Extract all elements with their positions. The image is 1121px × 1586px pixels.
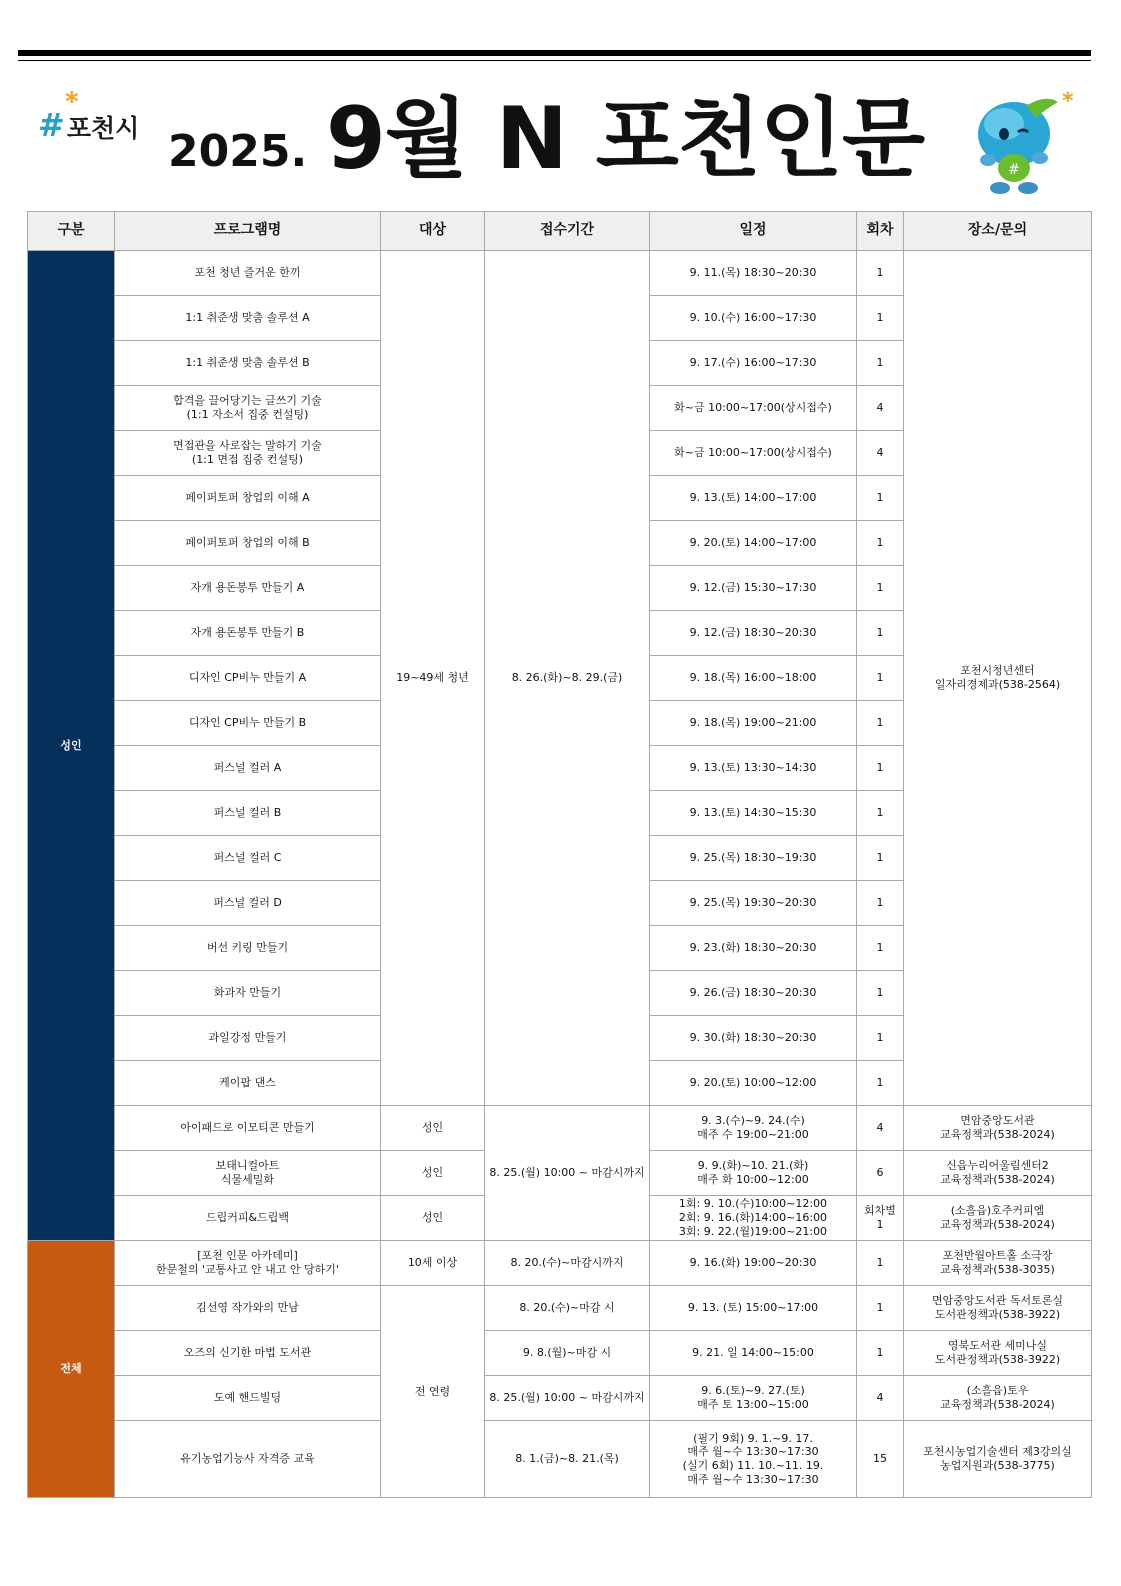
schedule-cell: 9. 23.(화) 18:30~20:30: [650, 926, 857, 971]
header-program: 프로그램명: [115, 212, 381, 251]
program-name: 버선 키링 만들기: [115, 926, 381, 971]
schedule-cell: 9. 20.(토) 10:00~12:00: [650, 1061, 857, 1106]
period-cell: 8. 25.(월) 10:00 ~ 마감시까지: [485, 1106, 650, 1241]
page-title: 9월 N 포천인문: [326, 89, 925, 189]
program-name: 아이패드로 이모티콘 만들기: [115, 1106, 381, 1151]
header-period: 접수기간: [485, 212, 650, 251]
program-name: 자개 용돈봉투 만들기 A: [115, 566, 381, 611]
place-cell: 신읍누리어울림센터2 교육정책과(538-2024): [904, 1151, 1092, 1196]
place-cell: 면암중앙도서관 독서토론실 도서관정책과(538-3922): [904, 1286, 1092, 1331]
schedule-cell: (필기 9회) 9. 1.~9. 17. 매주 월~수 13:30~17:30 (실기 6회) 11. 10.~11. 19. 매주 월~수 13:30~17:30: [650, 1421, 857, 1498]
program-name: [포천 인문 아카데미] 한문철의 '교통사고 안 내고 안 당하기': [115, 1241, 381, 1286]
schedule-cell: 화~금 10:00~17:00(상시접수): [650, 386, 857, 431]
category-all: 전체: [28, 1241, 115, 1498]
count-cell: 4: [857, 1106, 904, 1151]
count-cell: 1: [857, 836, 904, 881]
count-cell: 1: [857, 701, 904, 746]
schedule-cell: 9. 3.(수)~9. 24.(수) 매주 수 19:00~21:00: [650, 1106, 857, 1151]
category-adult: 성인: [28, 251, 115, 1241]
program-name: 디자인 CP비누 만들기 B: [115, 701, 381, 746]
program-schedule-table: [27, 211, 1092, 1498]
schedule-cell: 9. 18.(목) 16:00~18:00: [650, 656, 857, 701]
count-cell: 1: [857, 1286, 904, 1331]
schedule-cell: 9. 18.(목) 19:00~21:00: [650, 701, 857, 746]
count-cell: 4: [857, 1376, 904, 1421]
table-row: [28, 1421, 1092, 1498]
mascot-icon: [966, 88, 1084, 196]
count-cell: 1: [857, 656, 904, 701]
period-cell: 8. 26.(화)~8. 29.(금): [485, 251, 650, 1106]
program-name: 포천 청년 즐거운 한끼: [115, 251, 381, 296]
header-target: 대상: [381, 212, 485, 251]
place-cell: 포천시청년센터 일자리경제과(538-2564): [904, 251, 1092, 1106]
program-name: 과일강정 만들기: [115, 1016, 381, 1061]
count-cell: 1: [857, 611, 904, 656]
count-cell: 1: [857, 1061, 904, 1106]
program-name: 유기농업기능사 자격증 교육: [115, 1421, 381, 1498]
schedule-cell: 9. 12.(금) 15:30~17:30: [650, 566, 857, 611]
period-cell: 8. 25.(월) 10:00 ~ 마감시까지: [485, 1376, 650, 1421]
program-name: 드립커피&드립백: [115, 1196, 381, 1241]
schedule-cell: 9. 6.(토)~9. 27.(토) 매주 토 13:00~15:00: [650, 1376, 857, 1421]
schedule-cell: 9. 13.(토) 13:30~14:30: [650, 746, 857, 791]
place-cell: (소흘읍)호주커피엠 교육정책과(538-2024): [904, 1196, 1092, 1241]
table-row: [28, 1331, 1092, 1376]
program-name: 페이퍼토퍼 창업의 이해 A: [115, 476, 381, 521]
count-cell: 1: [857, 926, 904, 971]
program-name: 자개 용돈봉투 만들기 B: [115, 611, 381, 656]
schedule-cell: 9. 21. 일 14:00~15:00: [650, 1331, 857, 1376]
count-cell: 회차별 1: [857, 1196, 904, 1241]
pocheon-logo: [38, 87, 140, 144]
count-cell: 1: [857, 476, 904, 521]
program-name: 오즈의 신기한 마법 도서관: [115, 1331, 381, 1376]
schedule-cell: 9. 17.(수) 16:00~17:30: [650, 341, 857, 386]
table-header-row: [28, 212, 1092, 251]
program-name: 퍼스널 컬러 D: [115, 881, 381, 926]
place-cell: 포천시농업기술센터 제3강의실 농업지원과(538-3775): [904, 1421, 1092, 1498]
target-cell: 성인: [381, 1106, 485, 1151]
program-name: 합격을 끌어당기는 글쓰기 기술 (1:1 자소서 집중 컨설팅): [115, 386, 381, 431]
count-cell: 1: [857, 746, 904, 791]
schedule-cell: 9. 13.(토) 14:00~17:00: [650, 476, 857, 521]
schedule-cell: 화~금 10:00~17:00(상시접수): [650, 431, 857, 476]
schedule-cell: 9. 25.(목) 18:30~19:30: [650, 836, 857, 881]
header-count: 회차: [857, 212, 904, 251]
program-name: 면접관을 사로잡는 말하기 기술 (1:1 면접 집중 컨설팅): [115, 431, 381, 476]
count-cell: 1: [857, 1016, 904, 1061]
count-cell: 1: [857, 1241, 904, 1286]
period-cell: 8. 20.(수)~마감 시: [485, 1286, 650, 1331]
schedule-cell: 9. 9.(화)~10. 21.(화) 매주 화 10:00~12:00: [650, 1151, 857, 1196]
schedule-cell: 9. 10.(수) 16:00~17:30: [650, 296, 857, 341]
program-name: 퍼스널 컬러 A: [115, 746, 381, 791]
period-cell: 8. 20.(수)~마감시까지: [485, 1241, 650, 1286]
top-rule: [18, 50, 1091, 56]
header-place: 장소/문의: [904, 212, 1092, 251]
schedule-cell: 9. 30.(화) 18:30~20:30: [650, 1016, 857, 1061]
schedule-cell: 9. 11.(목) 18:30~20:30: [650, 251, 857, 296]
program-name: 도예 핸드빌딩: [115, 1376, 381, 1421]
period-cell: 9. 8.(월)~마감 시: [485, 1331, 650, 1376]
schedule-cell: 1회: 9. 10.(수)10:00~12:00 2회: 9. 16.(화)14:00~16:00 3회: 9. 22.(월)19:00~21:00: [650, 1196, 857, 1241]
program-name: 화과자 만들기: [115, 971, 381, 1016]
count-cell: 4: [857, 431, 904, 476]
schedule-cell: 9. 25.(목) 19:30~20:30: [650, 881, 857, 926]
count-cell: 1: [857, 791, 904, 836]
table-row: [28, 251, 1092, 296]
svg-text:*: *: [1062, 89, 1074, 114]
schedule-cell: 9. 13.(토) 14:30~15:30: [650, 791, 857, 836]
program-name: 김선영 작가와의 만남: [115, 1286, 381, 1331]
schedule-cell: 9. 26.(금) 18:30~20:30: [650, 971, 857, 1016]
header-category: 구분: [28, 212, 115, 251]
period-cell: 8. 1.(금)~8. 21.(목): [485, 1421, 650, 1498]
table-row: [28, 1241, 1092, 1286]
program-name: 디자인 CP비누 만들기 A: [115, 656, 381, 701]
count-cell: 1: [857, 251, 904, 296]
program-name: 보태니컬아트 식물세밀화: [115, 1151, 381, 1196]
logo-star-icon: *: [65, 87, 79, 117]
count-cell: 1: [857, 566, 904, 611]
logo-city-name: 포천시: [66, 114, 140, 143]
table-row: [28, 1376, 1092, 1421]
target-cell: 전 연령: [381, 1286, 485, 1498]
year-label: 2025.: [168, 126, 308, 177]
program-name: 퍼스널 컬러 B: [115, 791, 381, 836]
program-name: 퍼스널 컬러 C: [115, 836, 381, 881]
table-row: [28, 1286, 1092, 1331]
target-cell: 10세 이상: [381, 1241, 485, 1286]
schedule-cell: 9. 12.(금) 18:30~20:30: [650, 611, 857, 656]
count-cell: 15: [857, 1421, 904, 1498]
count-cell: 1: [857, 1331, 904, 1376]
program-name: 1:1 취준생 맞춤 솔루션 A: [115, 296, 381, 341]
table-row: [28, 1106, 1092, 1151]
program-name: 1:1 취준생 맞춤 솔루션 B: [115, 341, 381, 386]
schedule-cell: 9. 20.(토) 14:00~17:00: [650, 521, 857, 566]
schedule-cell: 9. 13. (토) 15:00~17:00: [650, 1286, 857, 1331]
count-cell: 1: [857, 296, 904, 341]
count-cell: 4: [857, 386, 904, 431]
count-cell: 1: [857, 521, 904, 566]
count-cell: 1: [857, 881, 904, 926]
program-name: 페이퍼토퍼 창업의 이해 B: [115, 521, 381, 566]
count-cell: 1: [857, 341, 904, 386]
svg-text:#: #: [1008, 162, 1020, 178]
target-cell: 19~49세 청년: [381, 251, 485, 1106]
program-name: 케이팝 댄스: [115, 1061, 381, 1106]
header-schedule: 일정: [650, 212, 857, 251]
schedule-cell: 9. 16.(화) 19:00~20:30: [650, 1241, 857, 1286]
place-cell: (소흘읍)토우 교육정책과(538-2024): [904, 1376, 1092, 1421]
target-cell: 성인: [381, 1196, 485, 1241]
top-rule-thin: [18, 60, 1091, 61]
logo-hash-mark: #: [38, 106, 65, 144]
count-cell: 1: [857, 971, 904, 1016]
target-cell: 성인: [381, 1151, 485, 1196]
count-cell: 6: [857, 1151, 904, 1196]
place-cell: 영북도서관 세미나실 도서관정책과(538-3922): [904, 1331, 1092, 1376]
place-cell: 면암중앙도서관 교육정책과(538-2024): [904, 1106, 1092, 1151]
place-cell: 포천반월아트홀 소극장 교육정책과(538-3035): [904, 1241, 1092, 1286]
